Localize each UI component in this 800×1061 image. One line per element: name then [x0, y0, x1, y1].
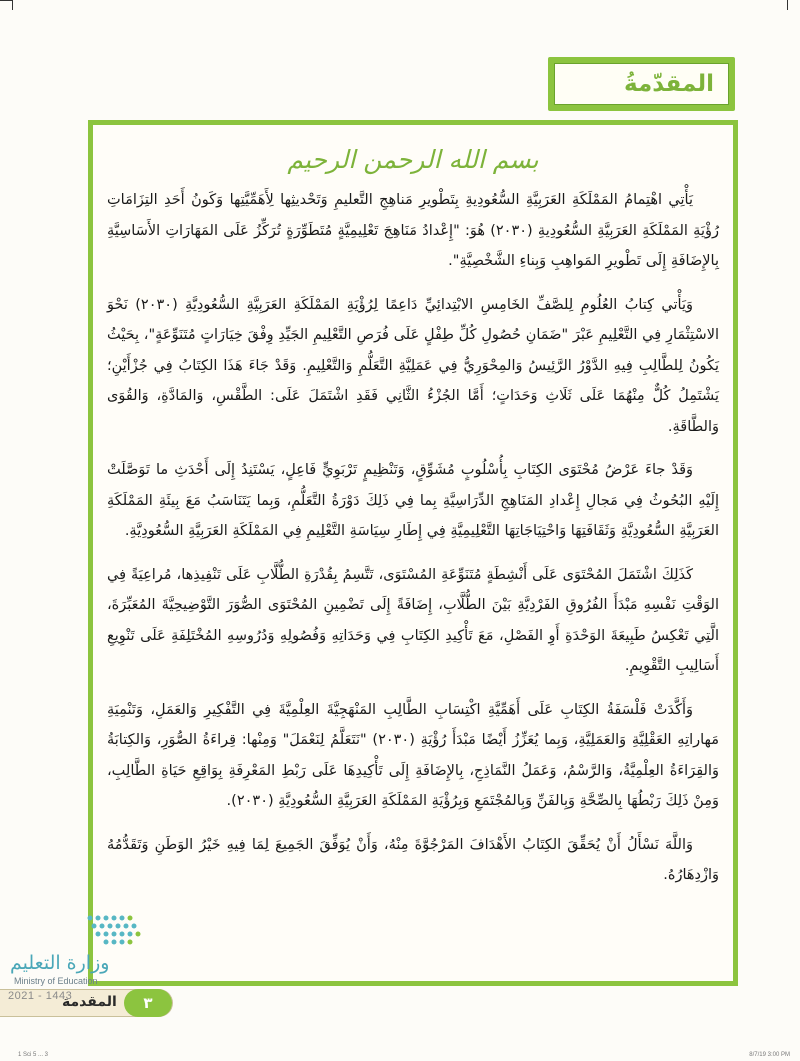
basmala-calligraphy: بسم الله الرحمن الرحيم [287, 145, 539, 174]
paragraph: كَذَلِكَ اشْتَمَلَ المُحْتَوَى عَلَى أَنْشِطَةٍ مُتَنَوِّعَةِ المُسْتَوَى، تَتَّسِمُ بِقُدْرَةِ الطُّلَّابِ عَلَى تَنْفِيذِها، مُراعِيَةً فِي الوَقْتِ نَفْسِهِ مَبْدَأَ الفُرُوقِ الفَرْدِيَّةِ بَيْنَ الطُّلَّابِ، إِضَافَةً إِلَى تَضْمِينِ المُحْتَوَى الصُّوَرَ التَّوْضِيحِيَّةَ المُعَبِّرَةَ، الَّتِي تَعْكِسُ طَبِيعَةَ الوَحْدَةِ أَوِ الفَصْلِ، مَعَ تَأْكِيدِ الكِتَابِ فِي وَحَدَاتِهِ وَفُصُولِهِ وَدُرُوسِهِ المُخْتَلِفَةِ عَلَى تَنْوِيعِ أَسَالِيبِ التَّقْوِيمِ. [107, 566, 719, 674]
logo-dots-icon [84, 912, 142, 950]
crop-mark-top-right-v [787, 0, 788, 10]
printer-slug-date: 8/7/19 3:00 PM [749, 1052, 790, 1058]
section-title-box [554, 63, 729, 105]
footer-section-label: المقدمة [62, 994, 117, 1010]
paragraph: وَاللَّهَ نَسْأَلُ أَنْ يُحَقِّقَ الكِتَابُ الأَهْدَافَ المَرْجُوَّةَ مِنْهُ، وَأَنْ يُوَفِّقَ الجَمِيعَ لِمَا فِيهِ خَيْرُ الوَطَنِ وَتَقَدُّمُهُ وَازْدِهَارُهُ. [107, 836, 719, 883]
crop-mark-top-left [0, 0, 12, 1]
ministry-name-arabic: وزارة التعليم [10, 952, 110, 974]
paragraph: وَأَكَّدَتْ فَلْسَفَةُ الكِتَابِ عَلَى أَهَمِّيَّةِ اكْتِسَابِ الطَّالِبِ المَنْهَجِيَّةَ العِلْمِيَّةَ فِي التَّفْكِيرِ وَالعَمَلِ، وَتَنْمِيَةِ مَهاراتِهِ العَقْلِيَّةِ وَالعَمَلِيَّةِ، وَبِما يُعَزِّزُ أَيْضًا مَبْدَأَ رُؤْيَةِ (٢٠٣٠) "نَتَعَلَّمُ لِنَعْمَلَ" وَمِنْها: قِراءَةُ الصُّوَرِ، وَالكِتابَةُ وَالقِرَاءَةُ العِلْمِيَّةُ، وَالرَّسْمُ، وَعَمَلُ النَّمَاذِجِ، بِالإِضَافَةِ إِلَى تَأْكِيدِهَا عَلَى رَبْطِ المَعْرِفَةِ بِوَاقِعِ حَيَاةِ الطَّالِبِ، وَمِنْ ذَلِكَ رَبْطُهَا بِالصِّحَّةِ وَبِالفَنِّ وَبِالمُجْتَمَعِ وَبِرُؤْيَةِ المَمْلَكَةِ العَرَبِيَّةِ السُّعُودِيَّةِ (٢٠٣٠). [107, 701, 720, 809]
section-title-tab [548, 57, 735, 111]
paragraph: يَأْتِي اهْتِمامُ المَمْلَكَةِ العَرَبِيَّةِ السُّعُودِيةِ بِتَطْويرِ مَناهِجِ التَّعليمِ وَتَحْديثِها لِأَهَمِّيَّتِها وَكَونُ أَحَدِ التِزَامَاتِ رُؤْيَةِ المَمْلَكَةِ العَرَبِيَّةِ السُّعُودِيةِ (٢٠٣٠) هُوَ: "إِعْدادُ مَنَاهِجَ تَعْلِيمِيَّةٍ مُتَطَوِّرَةٍ تُرَكِّزُ عَلَى المَهَارَاتِ الأَسَاسِيَّةِ بِالإِضَافَةِ إِلَى تَطْويرِ المَواهِبِ وَبِناءِ الشَّخْصِيَّةِ". [107, 192, 719, 269]
introduction-text [107, 185, 719, 904]
page-number: ٣ [124, 989, 172, 1017]
introduction-frame [88, 120, 738, 986]
edition-year: 2021 - 1443 [8, 990, 73, 1002]
page-title: المقدّمةُ [624, 71, 714, 97]
paragraph: وَقَدْ جاءَ عَرْضُ مُحْتَوَى الكِتَابِ بِأُسْلُوبٍ مُشَوِّقٍ، وَتَنْظِيمٍ تَرْبَوِيٍّ فَاعِلٍ، يَسْتَنِدُ إِلَى أَحْدَثِ ما تَوَصَّلَتْ إِلَيْهِ البُحُوثُ فِي مَجالِ إِعْدادِ المَنَاهِجِ الدِّرَاسِيَّةِ بِما فِي ذَلِكَ دَوْرَةُ التَّعَلُّمِ، وَبِما يَتَنَاسَبُ مَعَ بِيئَةِ المَمْلَكَةِ العَرَبِيَّةِ السُّعُودِيَّةِ وَثَقَافَتِهَا وَاحْتِيَاجَاتِهَا التَّعْلِيمِيَّةِ فِي إِطَارِ سِيَاسَةِ التَّعْلِيمِ فِي المَمْلَكَةِ العَرَبِيَّةِ السُّعُودِيَّةِ. [107, 462, 719, 539]
ministry-name-english: Ministry of Education [14, 976, 98, 986]
paragraph: وَيَأْتي كِتابُ العُلُومِ لِلصَّفِّ الخَامِسِ الابْتِدائِيِّ دَاعِمًا لِرُؤْيَةِ المَمْلَكَةِ العَرَبِيَّةِ السُّعُودِيَّةِ (٢٠٣٠) نَحْوَ الاسْتِثْمَارِ فِي التَّعْلِيمِ عَبْرَ "ضَمَانِ حُصُولِ كُلِّ طِفْلٍ عَلَى فُرَصِ التَّعْلِيمِ الجَيِّدِ وِفْقَ خِيَارَاتٍ مُتَنَوِّعَةٍ"، بِحَيْثُ يَكُونُ لِلطَّالِبِ فِيهِ الدَّوْرُ الرَّئِيسُ وَالمِحْوَرِيُّ فِي عَمَلِيَّةِ التَّعَلُّمِ وَالتَّعْلِيمِ. وَقَدْ جَاءَ هَذَا الكِتَابُ فِي جُزْأَيْنِ؛ يَشْتَمِلُ كُلٌّ مِنْهُمَا عَلَى ثَلَاثِ وَحَدَاتٍ؛ أَمَّا الجُزْءُ الثَّانِي فَقَدِ اشْتَمَلَ عَلَى: الطَّقْسِ، وَالمَادَّةِ، وَالقُوَى وَالطَّاقَةِ. [107, 296, 719, 435]
crop-mark-top-left-v [12, 0, 13, 10]
printer-slug [0, 1052, 800, 1061]
ministry-logo [6, 908, 146, 988]
printer-slug-file: 1 Sci 5 ... 3 [18, 1052, 49, 1058]
